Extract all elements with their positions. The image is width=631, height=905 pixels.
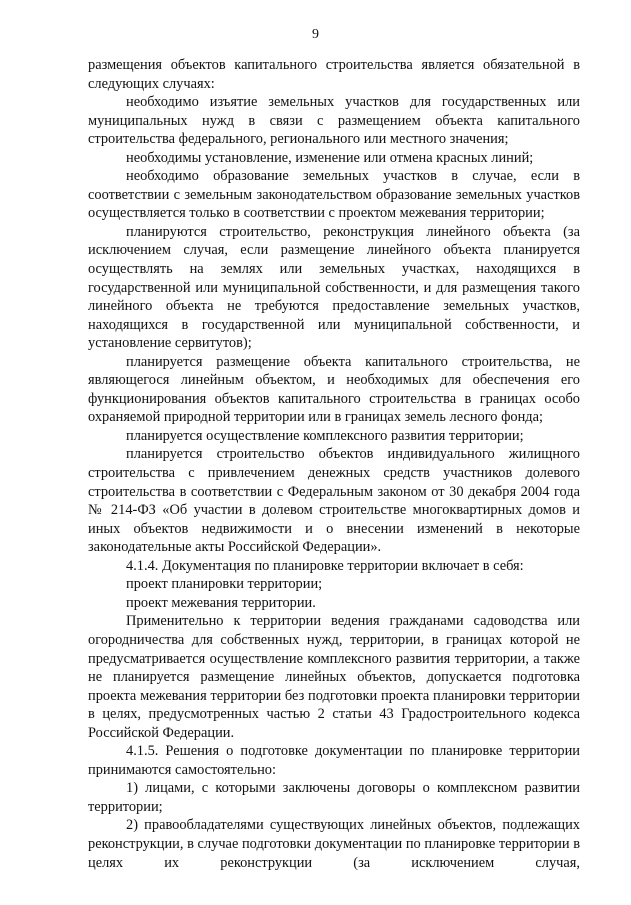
document-body bbox=[88, 56, 580, 872]
list-item-linear-object: планируются строительство, реконструкция линейного объекта (за исключением случая, если размещение линейного объекта планируется осуществлять на землях или земельных участках, находящихся в государственной или муниципальной собственности, и для размещения такого линейного объекта не требуются предоставление земельных участков, находящихся в государственной или муниципальной собственности, и установление сервитутов); bbox=[88, 223, 580, 352]
list-item-surveying-project: проект межевания территории. bbox=[126, 594, 316, 611]
section-4-1-4-heading: 4.1.4. Документация по планировке территории включает в себя: bbox=[126, 557, 524, 574]
list-item-protected-territory: планируется размещение объекта капитального строительства, не являющегося линейным объектом, и необходимых для обеспечения его функционирования объектов капитального строительства в границах особо охраняемой природной территории или в границах земель лесного фонда; bbox=[88, 353, 580, 426]
list-item-land-plots-formation: необходимо образование земельных участков в случае, если в соответствии с земельным законодательством образование земельных участков осуществляется только в соответствии с проектом межевания территории; bbox=[88, 168, 580, 222]
list-item-complex-development: планируется осуществление комплексного развития территории; bbox=[126, 427, 524, 444]
section-4-1-5-heading: 4.1.5. Решения о подготовке документации по планировке территории принимаются самостоятельно: bbox=[88, 743, 580, 778]
list-item-land-seizure: необходимо изъятие земельных участков для государственных или муниципальных нужд в связи с размещением объекта капитального строительства федерального, регионального или местного значения; bbox=[88, 94, 580, 148]
list-item-complex-development-contract: 1) лицами, с которыми заключены договоры о комплексном развитии территории; bbox=[88, 780, 580, 815]
list-item-planning-project: проект планировки территории; bbox=[126, 576, 323, 593]
paragraph-gardening-territory: Применительно к территории ведения гражданами садоводства или огородничества для собственных нужд, территории, в границах которой не предусматривается осуществление комплексного развития территории, а также не планируется размещение линейных объектов, допускается подготовка проекта межевания территории без подготовки проекта планировки территории в целях, предусмотренных частью 2 статьи 43 Градостроительного кодекса Российской Федерации. bbox=[88, 613, 580, 741]
list-item-individual-housing: планируется строительство объектов индивидуального жилищного строительства с привлечением денежных средств участников долевого строительства в соответствии с Федеральным законом от 30 декабря 2004 года № 214-ФЗ «Об участии в долевом строительстве многоквартирных домов и иных объектов недвижимости и о внесении изменений в некоторые законодательные акты Российской Федерации». bbox=[88, 446, 580, 556]
list-item-linear-objects-owners: 2) правообладателями существующих линейных объектов, подлежащих реконструкции, в случае подготовки документации по планировке территории в целях их реконструкции (за исключением случая, bbox=[88, 817, 580, 871]
list-item-red-lines: необходимы установление, изменение или отмена красных линий; bbox=[126, 149, 534, 166]
page-number: 9 bbox=[312, 27, 319, 42]
paragraph-continuation: размещения объектов капитального строительства является обязательной в следующих случаях: bbox=[88, 57, 580, 92]
